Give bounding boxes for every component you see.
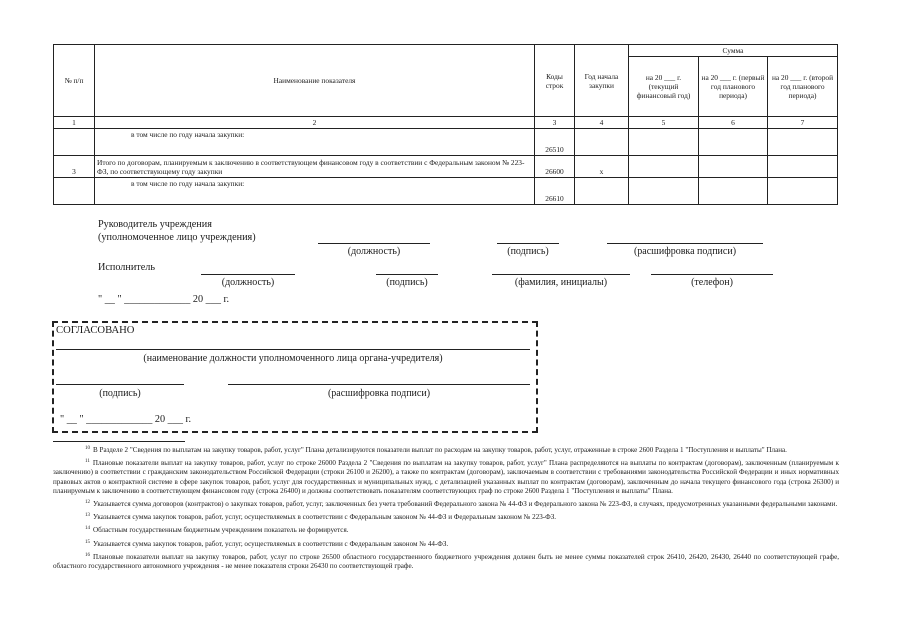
row-value[interactable] [768,156,838,178]
footnote-number: 11 [85,459,90,465]
caption-position: (должность) [221,277,275,288]
footnote-number: 10 [85,446,90,451]
footnote [53,524,839,535]
footnote-number: 12 [85,500,90,506]
header-num: № п/п [54,45,95,117]
executor-label: Исполнитель [98,262,155,273]
caption-signature: (подпись) [386,277,428,288]
caption-decoding: (расшифровка подписи) [327,388,431,399]
head-position-line[interactable] [318,243,430,244]
head-decoding-line[interactable] [607,243,763,244]
row-num: 3 [54,156,95,178]
footnote-number: 14 [85,526,90,532]
row-name: в том числе по году начала закупки: [95,178,535,205]
footnote [53,457,839,496]
header-year: Год начала закупки [575,45,629,117]
column-index: 4 [575,117,629,129]
caption-org: (наименование должности уполномоченного лица органа-учредителя) [143,353,443,364]
row-value[interactable] [768,129,838,156]
table-row [54,178,838,205]
table-row [54,156,838,178]
footnote [53,538,839,549]
row-code: 26610 [535,178,575,205]
footnote [53,444,839,455]
row-code: 26510 [535,129,575,156]
row-value[interactable] [699,156,768,178]
row-num [54,178,95,205]
footnote-separator [53,441,185,442]
row-value[interactable] [629,178,699,205]
footnote-text: В Разделе 2 "Сведения по выплатам на закупку товаров, работ, услуг" Плана детализируются показатели выплат по расходам на закупку товаров, работ, услуг, отраженные в строке 2600 Раздела 1 "Поступления и выплаты" Плана. [93,446,787,454]
footnote-text: Указывается сумма договоров (контрактов) о закупках товаров, работ, услуг, заключенных без учета требований Федерального закона № 44-ФЗ и Федерального закона № 223-ФЗ, в случаях, предусмотренных указанными федеральными законами. [93,500,838,509]
header-year-current: на 20 ___ г. (текущий финансовый год) [629,57,699,117]
row-code: 26600 [535,156,575,178]
footnotes [53,444,839,573]
footnote-number: 15 [85,539,90,545]
executor-phone-line[interactable] [651,274,773,275]
row-year [575,129,629,156]
footnote-text: Плановые показатели выплат на закупку товаров, работ, услуг по строке 26500 областного государственного бюджетного учреждения должен быть не менее суммы показателей строк 26410, 26420, 26430, 26440 по соответствующей графе, областного государственного автономного учреждения - не менее показателя строки 26430 по соответствующей графе. [53,552,839,571]
footnote-text: Областным государственным бюджетным учреждением показатель не формируется. [93,526,349,535]
row-num [54,129,95,156]
footnote [53,551,839,571]
column-index-row [54,117,838,129]
footnote-text: Указывается сумма закупок товаров, работ, услуг, осуществляемых в соответствии с Федеральным законом № 44-ФЗ. [93,539,449,548]
head-title: Руководитель учреждения [98,219,212,230]
caption-fio: (фамилия, инициалы) [514,277,608,288]
header-year-first: на 20 ___ г. (первый год планового периода) [699,57,768,117]
head-subtitle: (уполномоченное лицо учреждения) [98,232,256,243]
row-year [575,178,629,205]
row-year: x [575,156,629,178]
footnote-number: 13 [85,513,90,519]
column-index: 6 [699,117,768,129]
row-value[interactable] [699,178,768,205]
date-field[interactable]: " __ " _____________ 20 ___ г. [98,294,230,305]
footnote-number: 16 [85,552,90,558]
agreed-decoding-line[interactable] [228,384,530,385]
caption-decoding: (расшифровка подписи) [633,246,737,257]
column-index: 1 [54,117,95,129]
head-signature-line[interactable] [497,243,559,244]
caption-signature: (подпись) [99,388,141,399]
header-name: Наименование показателя [95,45,535,117]
row-value[interactable] [629,129,699,156]
header-sum: Сумма [629,45,838,57]
footnote-text: Плановые показатели выплат на закупку товаров, работ, услуг по строке 26000 Раздела 2 "Сведения по выплатам на закупку товаров, работ, услуг" Плана распределяются на выплаты по контрактам (договорам), заключенным (планируемым к заключению) в соответствии с гражданским законодательством Российской Федерации (строки 26100 и 26200), а также по контрактам (договорам), заключаемым в соответствии с требованиями законодательства Российской Федерации и иных нормативных правовых актов о контрактной системе в сфере закупок товаров, работ, услуг для государственных и муниципальных нужд, с детализацией указанных выплат по контрактам (договорам), заключенным до начала текущего финансового года (строка 26300) и планируемым к заключению в соответствующем финансовом году (строка 26400) и должны соответствовать показателям соответствующих граф по строке 2600 Раздела 1 "Поступления и выплаты" Плана. [53,459,839,495]
footnote [53,511,839,522]
column-index: 3 [535,117,575,129]
agreed-signature-line[interactable] [56,384,184,385]
row-value[interactable] [768,178,838,205]
executor-fio-line[interactable] [492,274,630,275]
executor-signature-line[interactable] [376,274,438,275]
footnote [53,498,839,509]
row-name: в том числе по году начала закупки: [95,129,535,156]
row-value[interactable] [699,129,768,156]
plan-table [53,44,838,205]
column-index: 2 [95,117,535,129]
table-row [54,129,838,156]
caption-phone: (телефон) [691,277,733,288]
agreed-date-field[interactable]: " __ " _____________ 20 ___ г. [60,414,192,425]
agreed-org-line[interactable] [56,349,530,350]
row-value[interactable] [629,156,699,178]
caption-signature: (подпись) [507,246,549,257]
caption-position: (должность) [347,246,401,257]
footnote-text: Указывается сумма закупок товаров, работ, услуг, осуществляемых в соответствии с Федеральным законом № 44-ФЗ и Федеральным законом № 223-ФЗ. [93,513,557,522]
column-index: 5 [629,117,699,129]
header-year-second: на 20 ___ г. (второй год планового периода) [768,57,838,117]
executor-position-line[interactable] [201,274,295,275]
agreed-title: СОГЛАСОВАНО [56,325,135,336]
row-name: Итого по договорам, планируемым к заключению в соответствующем финансовом году в соответствии с Федеральным законом № 223-ФЗ, по соответствующему году закупки [95,156,535,178]
column-index: 7 [768,117,838,129]
header-code: Коды строк [535,45,575,117]
